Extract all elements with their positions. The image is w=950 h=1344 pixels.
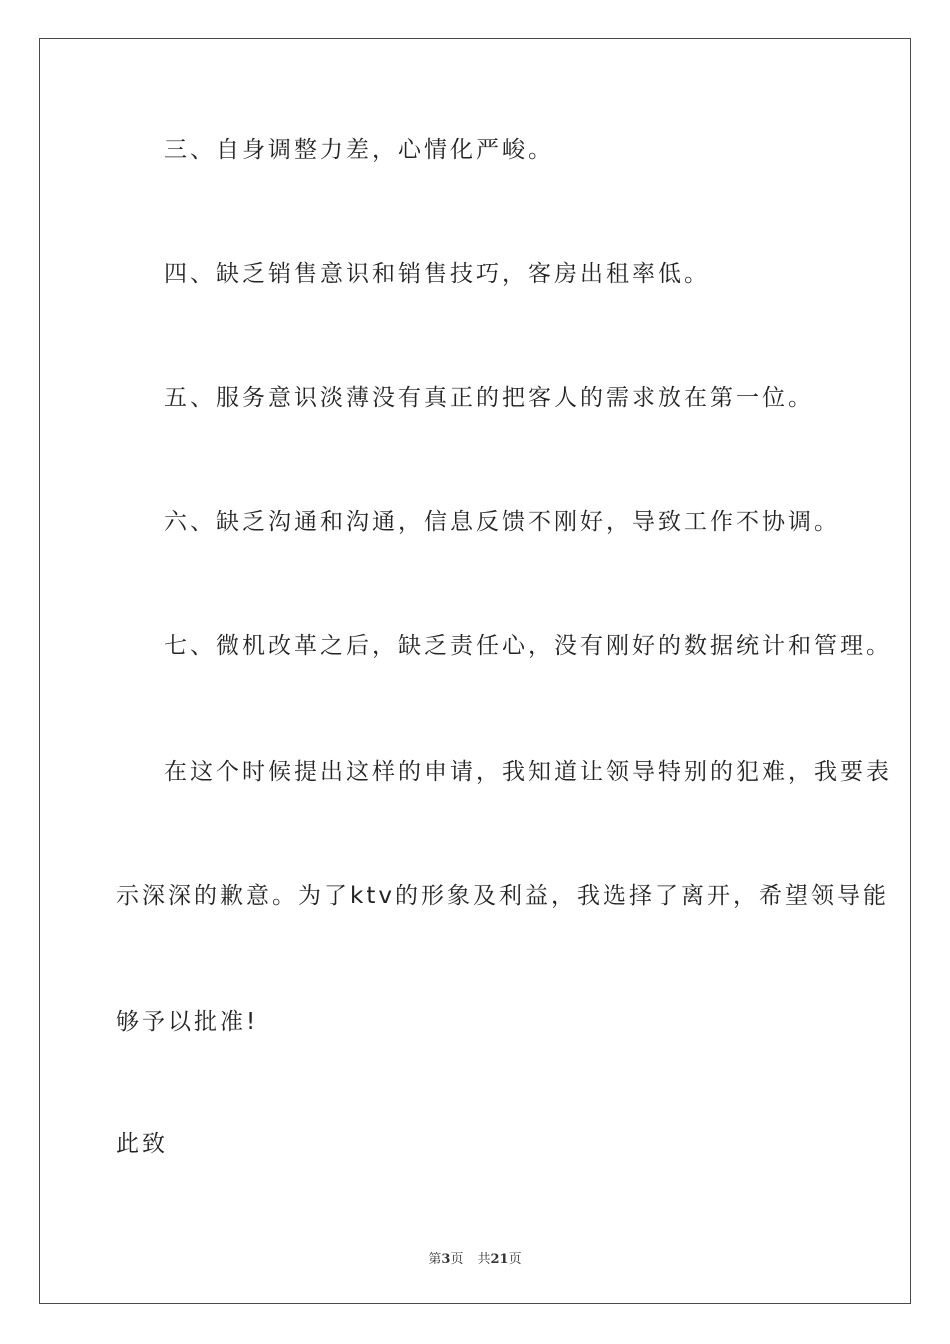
paragraph-line-2: 四、缺乏销售意识和销售技巧，客房出租率低。 — [164, 261, 710, 287]
paragraph-line-3: 五、服务意识淡薄没有真正的把客人的需求放在第一位。 — [164, 385, 814, 411]
paragraph-line-5: 七、微机改革之后，缺乏责任心，没有刚好的数据统计和管理。 — [164, 633, 892, 659]
paragraph-line-4: 六、缺乏沟通和沟通，信息反馈不刚好，导致工作不协调。 — [164, 509, 840, 535]
page-frame — [39, 38, 911, 1304]
current-page-number: 3 — [441, 1252, 451, 1267]
paragraph-line-1: 三、自身调整力差，心情化严峻。 — [164, 137, 554, 163]
paragraph-line-6: 在这个时候提出这样的申请，我知道让领导特别的犯难，我要表 — [164, 759, 892, 785]
page-footer — [0, 1248, 950, 1267]
footer-total-suffix: 页 — [508, 1252, 522, 1267]
footer-prefix: 第 — [428, 1252, 442, 1267]
total-page-number: 21 — [490, 1252, 509, 1267]
footer-total-prefix: 共 — [477, 1252, 491, 1267]
closing-line: 此致 — [116, 1131, 168, 1157]
paragraph-line-8: 够予以批准! — [116, 1009, 259, 1035]
paragraph-line-7: 示深深的歉意。为了ktv的形象及利益，我选择了离开，希望领导能 — [116, 883, 889, 909]
footer-page-suffix: 页 — [450, 1252, 464, 1267]
